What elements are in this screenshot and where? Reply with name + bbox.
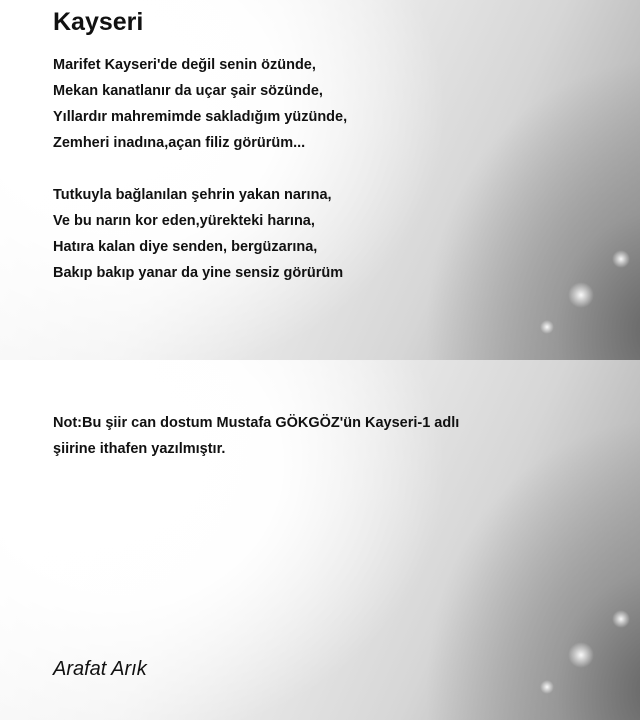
poem-line: Hatıra kalan diye senden, bergüzarına, bbox=[53, 239, 318, 255]
poem-line: Tutkuyla bağlanılan şehrin yakan narına, bbox=[53, 187, 332, 203]
note-line: Not:Bu şiir can dostum Mustafa GÖKGÖZ'ün Kayseri-1 adlı bbox=[53, 415, 460, 431]
sparkle-decoration bbox=[568, 642, 594, 668]
poem-stanza-2 bbox=[53, 182, 343, 286]
sparkle-decoration bbox=[540, 680, 554, 694]
sparkle-decoration bbox=[612, 610, 630, 628]
poem-line: Mekan kanatlanır da uçar şair sözünde, bbox=[53, 83, 323, 99]
poem-line: Marifet Kayseri'de değil senin özünde, bbox=[53, 57, 316, 73]
poem-panel-bottom bbox=[0, 360, 640, 720]
note-line: şiirine ithafen yazılmıştır. bbox=[53, 441, 226, 457]
sparkle-decoration bbox=[540, 320, 554, 334]
poem-line: Bakıp bakıp yanar da yine sensiz görürüm bbox=[53, 265, 344, 281]
sparkle-decoration bbox=[612, 250, 630, 268]
poem-line: Yıllardır mahremimde sakladığım yüzünde, bbox=[53, 109, 348, 125]
poem-stanza-1 bbox=[53, 52, 347, 156]
poem-title: Kayseri bbox=[53, 8, 144, 36]
poem-line: Zemheri inadına,açan filiz görürüm... bbox=[53, 135, 306, 151]
dedication-note bbox=[53, 410, 459, 462]
poem-author: Arafat Arık bbox=[53, 658, 147, 680]
poem-line: Ve bu narın kor eden,yürekteki harına, bbox=[53, 213, 315, 229]
sparkle-decoration bbox=[568, 282, 594, 308]
